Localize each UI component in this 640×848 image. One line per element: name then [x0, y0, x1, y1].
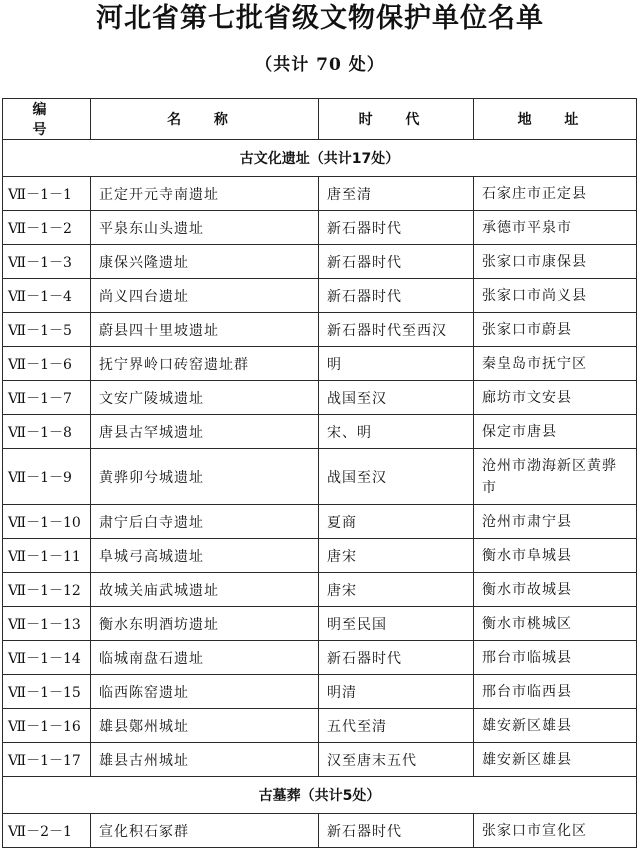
site-era-cell: 夏商 — [319, 505, 474, 539]
table-row — [3, 449, 637, 505]
site-address-cell: 秦皇岛市抚宁区 — [474, 347, 637, 381]
site-name-cell: 宣化积石冢群 — [91, 814, 319, 848]
site-number-cell: Ⅶ－1－15 — [3, 675, 91, 709]
table-row — [3, 347, 637, 381]
site-number-cell: Ⅶ－1－8 — [3, 415, 91, 449]
site-address-cell: 衡水市故城县 — [474, 573, 637, 607]
site-address-cell: 张家口市宣化区 — [474, 814, 637, 848]
site-number-cell: Ⅶ－1－10 — [3, 505, 91, 539]
site-name-cell: 正定开元寺南遗址 — [91, 177, 319, 211]
site-name-cell: 肃宁后白寺遗址 — [91, 505, 319, 539]
site-name-cell: 文安广陵城遗址 — [91, 381, 319, 415]
site-name-cell: 雄县古州城址 — [91, 743, 319, 777]
site-era-cell: 汉至唐末五代 — [319, 743, 474, 777]
site-address-cell: 邢台市临城县 — [474, 641, 637, 675]
site-number-cell: Ⅶ－1－14 — [3, 641, 91, 675]
site-address-cell: 廊坊市文安县 — [474, 381, 637, 415]
site-name-cell: 抚宁界岭口砖窑遗址群 — [91, 347, 319, 381]
site-number-cell: Ⅶ－1－1 — [3, 177, 91, 211]
site-number-cell: Ⅶ－1－17 — [3, 743, 91, 777]
column-header-name: 名 称 — [91, 99, 319, 140]
site-era-cell: 新石器时代 — [319, 641, 474, 675]
site-name-cell: 衡水东明酒坊遗址 — [91, 607, 319, 641]
table-row — [3, 675, 637, 709]
site-name-cell: 临城南盘石遗址 — [91, 641, 319, 675]
site-name-cell: 黄骅卯兮城遗址 — [91, 449, 319, 505]
site-name-cell: 雄县鄚州城址 — [91, 709, 319, 743]
site-era-cell: 明 — [319, 347, 474, 381]
site-era-cell: 新石器时代 — [319, 245, 474, 279]
site-address-cell: 张家口市康保县 — [474, 245, 637, 279]
table-row — [3, 381, 637, 415]
table-row — [3, 313, 637, 347]
site-era-cell: 战国至汉 — [319, 381, 474, 415]
site-era-cell: 五代至清 — [319, 709, 474, 743]
site-address-cell: 邢台市临西县 — [474, 675, 637, 709]
site-address-cell: 张家口市蔚县 — [474, 313, 637, 347]
site-era-cell: 新石器时代 — [319, 279, 474, 313]
document-title: 河北省第七批省级文物保护单位名单 — [96, 3, 544, 34]
column-header-number: 编 号 — [3, 99, 91, 140]
site-name-cell: 阜城弓高城遗址 — [91, 539, 319, 573]
site-number-cell: Ⅶ－1－2 — [3, 211, 91, 245]
site-era-cell: 宋、明 — [319, 415, 474, 449]
table-row — [3, 743, 637, 777]
site-era-cell: 明至民国 — [319, 607, 474, 641]
site-number-cell: Ⅶ－1－3 — [3, 245, 91, 279]
site-name-cell: 康保兴隆遗址 — [91, 245, 319, 279]
table-body — [3, 140, 637, 848]
section-heading: 古文化遗址（共计17处） — [3, 140, 637, 177]
site-name-cell: 唐县古罕城遗址 — [91, 415, 319, 449]
site-era-cell: 唐至清 — [319, 177, 474, 211]
site-address-cell: 张家口市尚义县 — [474, 279, 637, 313]
site-number-cell: Ⅶ－1－5 — [3, 313, 91, 347]
table-row — [3, 573, 637, 607]
table-row — [3, 641, 637, 675]
site-address-cell: 衡水市阜城县 — [474, 539, 637, 573]
site-address-cell: 沧州市肃宁县 — [474, 505, 637, 539]
site-address-cell: 雄安新区雄县 — [474, 743, 637, 777]
table-row — [3, 607, 637, 641]
site-era-cell: 明清 — [319, 675, 474, 709]
site-address-cell: 保定市唐县 — [474, 415, 637, 449]
section-header-row — [3, 777, 637, 814]
table-row — [3, 539, 637, 573]
heritage-site-table — [2, 98, 637, 848]
table-row — [3, 505, 637, 539]
site-number-cell: Ⅶ－1－13 — [3, 607, 91, 641]
site-name-cell: 蔚县四十里坡遗址 — [91, 313, 319, 347]
site-name-cell: 尚义四台遗址 — [91, 279, 319, 313]
site-name-cell: 故城关庙武城遗址 — [91, 573, 319, 607]
site-number-cell: Ⅶ－1－4 — [3, 279, 91, 313]
site-number-cell: Ⅶ－1－12 — [3, 573, 91, 607]
site-number-cell: Ⅶ－2－1 — [3, 814, 91, 848]
site-address-cell: 承德市平泉市 — [474, 211, 637, 245]
site-number-cell: Ⅶ－1－6 — [3, 347, 91, 381]
table-row — [3, 245, 637, 279]
site-number-cell: Ⅶ－1－7 — [3, 381, 91, 415]
document-subtitle: （共计 70 处） — [255, 55, 385, 75]
site-number-cell: Ⅶ－1－11 — [3, 539, 91, 573]
site-era-cell: 新石器时代 — [319, 814, 474, 848]
site-number-cell: Ⅶ－1－9 — [3, 449, 91, 505]
table-row — [3, 814, 637, 848]
site-number-cell: Ⅶ－1－16 — [3, 709, 91, 743]
site-era-cell: 唐宋 — [319, 539, 474, 573]
site-era-cell: 新石器时代至西汉 — [319, 313, 474, 347]
site-name-cell: 平泉东山头遗址 — [91, 211, 319, 245]
site-era-cell: 唐宋 — [319, 573, 474, 607]
site-address-cell: 沧州市渤海新区黄骅市 — [474, 449, 637, 505]
site-era-cell: 战国至汉 — [319, 449, 474, 505]
table-row — [3, 279, 637, 313]
section-heading: 古墓葬（共计5处） — [3, 777, 637, 814]
table-header-row — [3, 99, 637, 140]
table-row — [3, 415, 637, 449]
table-row — [3, 177, 637, 211]
site-name-cell: 临西陈窑遗址 — [91, 675, 319, 709]
column-header-era: 时 代 — [319, 99, 474, 140]
site-era-cell: 新石器时代 — [319, 211, 474, 245]
table-row — [3, 211, 637, 245]
section-header-row — [3, 140, 637, 177]
site-address-cell: 雄安新区雄县 — [474, 709, 637, 743]
site-address-cell: 衡水市桃城区 — [474, 607, 637, 641]
column-header-address: 地 址 — [474, 99, 637, 140]
table-row — [3, 709, 637, 743]
site-address-cell: 石家庄市正定县 — [474, 177, 637, 211]
